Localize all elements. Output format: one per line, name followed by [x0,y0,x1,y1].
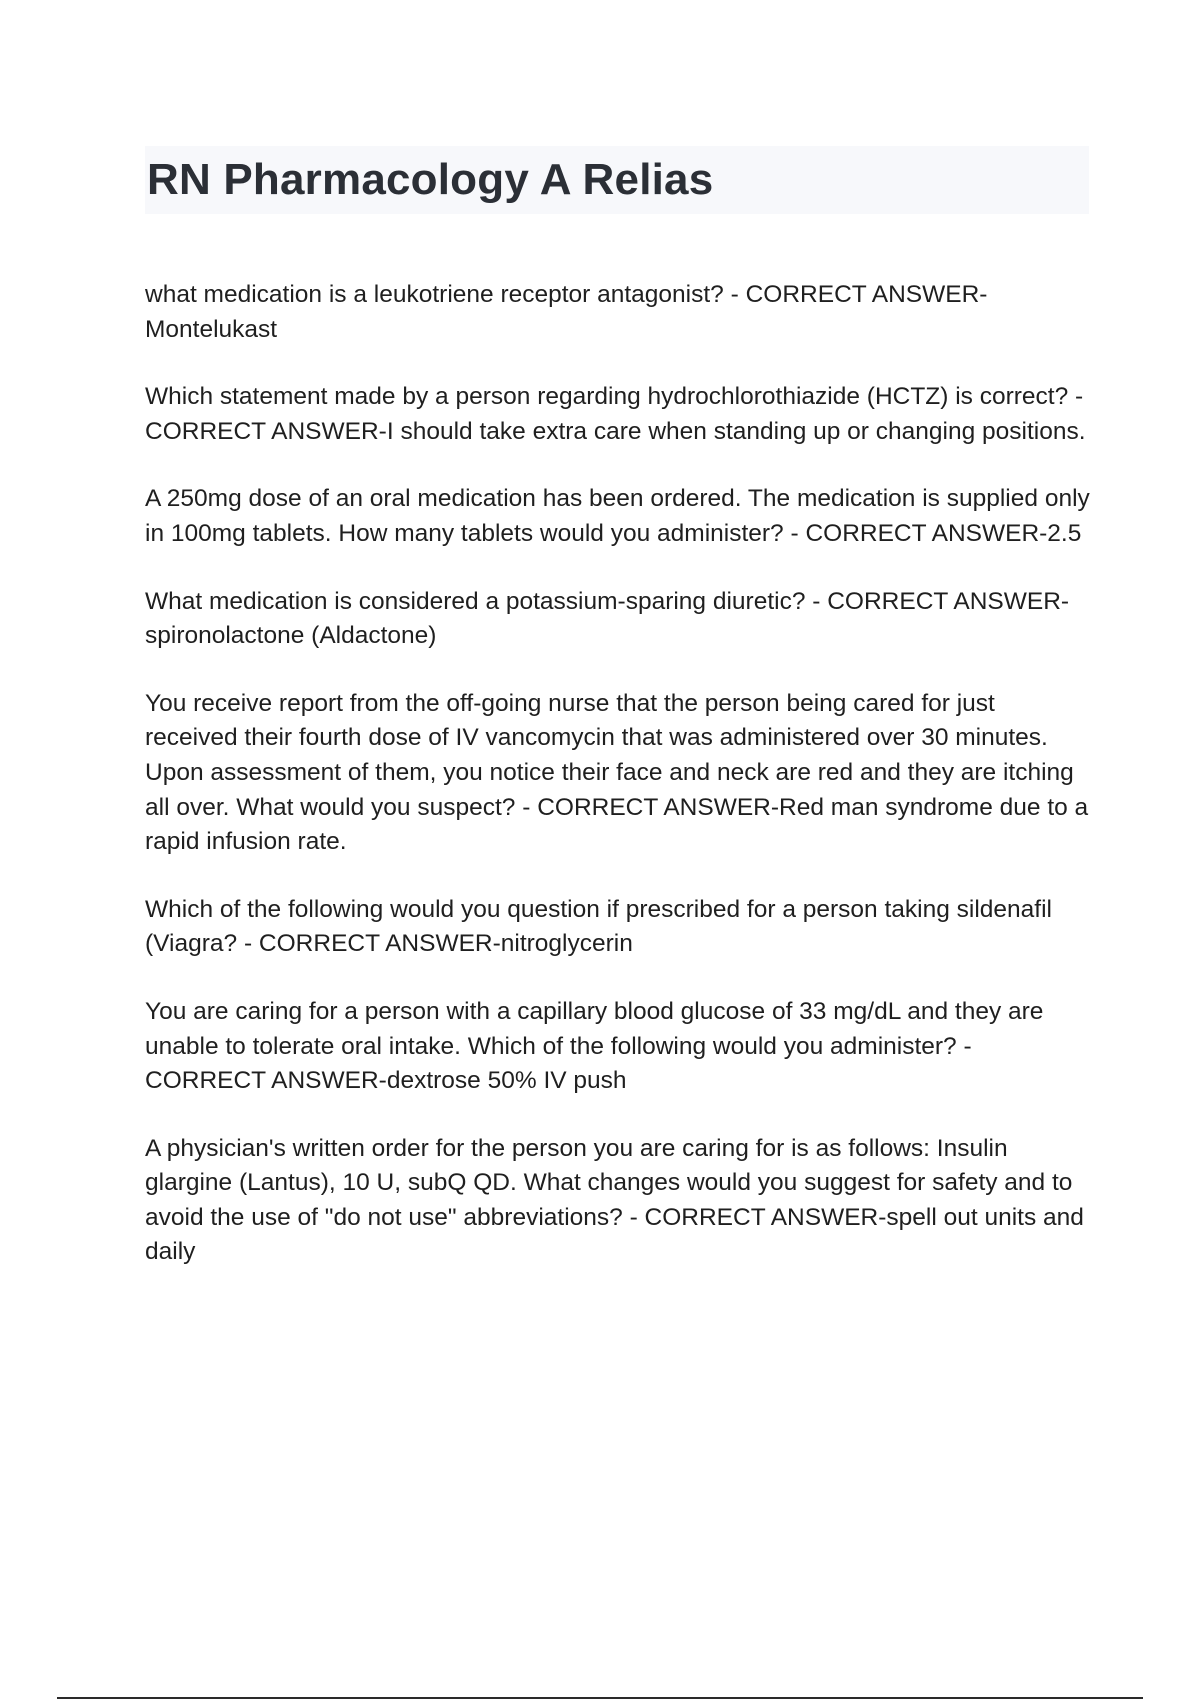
qa-item: what medication is a leukotriene receptor antagonist? - CORRECT ANSWER-Montelukast [145,281,988,343]
qa-item: Which of the following would you question if prescribed for a person taking sildenafil (Viagra? - CORRECT ANSWER-nitroglycerin [145,895,1053,958]
qa-item: Which statement made by a person regarding hydrochlorothiazide (HCTZ) is correct? - CORRECT ANSWER-I should take extra care when standing up or changing positions. [145,383,1086,445]
qa-list [145,278,1090,1303]
footer-divider [57,1697,1143,1699]
qa-item: A 250mg dose of an oral medication has been ordered. The medication is supplied only in 100mg tablets. How many tablets would you administer? - CORRECT ANSWER-2.5 [145,485,1090,547]
title-band [145,146,1089,214]
qa-item: You are caring for a person with a capillary blood glucose of 33 mg/dL and they are unable to tolerate oral intake. Which of the following would you administer? - CORRECT ANSWER-dextrose 50% IV push [145,997,1044,1095]
qa-item: You receive report from the off-going nurse that the person being cared for just received their fourth dose of IV vancomycin that was administered over 30 minutes. Upon assessment of them, you notice their face and neck are red and they are itching all over. What would you suspect? - CORRECT ANSWER-Red man syndrome due to a rapid infusion rate. [145,689,1089,856]
qa-item: A physician's written order for the person you are caring for is as follows: Insulin glargine (Lantus), 10 U, subQ QD. What changes would you suggest for safety and to avoid the use of "do not use" abbreviations? - CORRECT ANSWER-spell out units and daily [145,1134,1084,1266]
document-title: RN Pharmacology A Relias [147,155,714,204]
qa-item: What medication is considered a potassium-sparing diuretic? - CORRECT ANSWER-spironolactone (Aldactone) [145,587,1070,650]
